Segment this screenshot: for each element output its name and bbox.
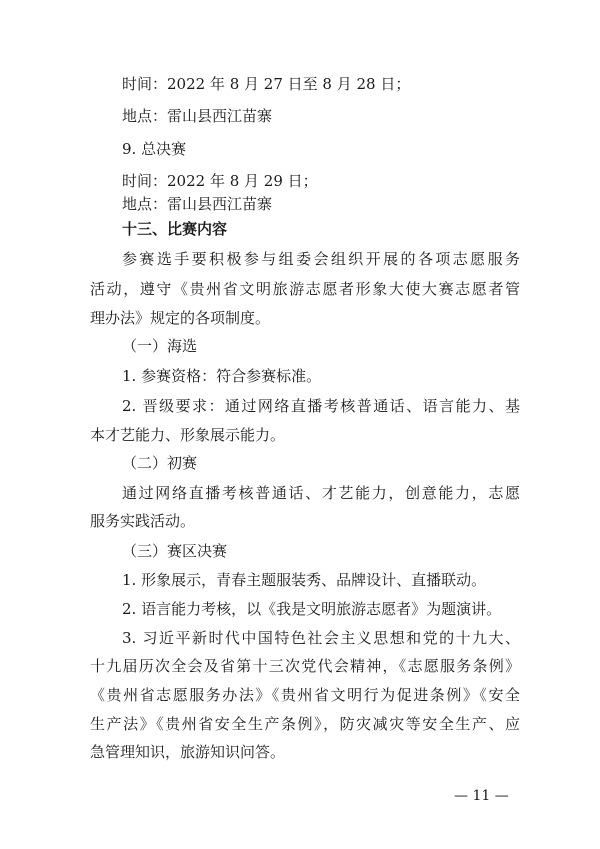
part-3-item-1: 1. 形象展示，青春主题服装秀、品牌设计、直播联动。 bbox=[122, 571, 487, 589]
part-3-item-3-line-2: 十九届历次全会及省第十三次党代会精神，《志愿服务条例》 bbox=[90, 657, 520, 675]
final-round-label: 9. 总决赛 bbox=[122, 140, 187, 158]
part-3-title: （三）赛区决赛 bbox=[122, 542, 228, 560]
part-2-body-line-1: 通过网络直播考核普通话、才艺能力，创意能力，志愿 bbox=[122, 484, 520, 502]
part-1-title: （一）海选 bbox=[122, 337, 198, 355]
part-1-item-2-line-1: 2. 晋级要求：通过网络直播考核普通话、语言能力、基 bbox=[122, 397, 520, 415]
schedule-time-final: 时间：2022 年 8 月 29 日； bbox=[122, 172, 318, 190]
part-3-item-2: 2. 语言能力考核，以《我是文明旅游志愿者》为题演讲。 bbox=[122, 600, 502, 618]
part-2-body-line-2: 服务实践活动。 bbox=[90, 512, 196, 530]
schedule-location-final: 地点：雷山县西江苗寨 bbox=[122, 195, 273, 213]
intro-line-1: 参赛选手要积极参与组委会组织开展的各项志愿服务 bbox=[122, 250, 520, 268]
intro-line-3: 理办法》规定的各项制度。 bbox=[90, 309, 271, 327]
part-3-item-3-line-5: 急管理知识，旅游知识问答。 bbox=[90, 743, 286, 761]
part-3-item-3-line-3: 《贵州省志愿服务办法》《贵州省文明行为促进条例》《安全 bbox=[90, 686, 520, 704]
part-1-item-2-line-2: 本才艺能力、形象展示能力。 bbox=[90, 426, 286, 444]
intro-line-2: 活动，遵守《贵州省文明旅游志愿者形象大使大赛志愿者管 bbox=[90, 280, 520, 298]
part-1-item-1: 1. 参赛资格：符合参赛标准。 bbox=[122, 367, 322, 385]
part-3-item-3-line-1: 3. 习近平新时代中国特色社会主义思想和党的十九大、 bbox=[122, 629, 520, 647]
page-number: — 11 — bbox=[454, 788, 509, 804]
part-2-title: （二）初赛 bbox=[122, 454, 198, 472]
schedule-time-semifinal: 时间：2022 年 8 月 27 日至 8 月 28 日； bbox=[122, 75, 411, 93]
section-13-heading: 十三、比赛内容 bbox=[122, 220, 228, 238]
part-3-item-3-line-4: 生产法》《贵州省安全生产条例》，防灾减灾等安全生产、应 bbox=[90, 715, 520, 733]
schedule-location-semifinal: 地点：雷山县西江苗寨 bbox=[122, 107, 273, 125]
